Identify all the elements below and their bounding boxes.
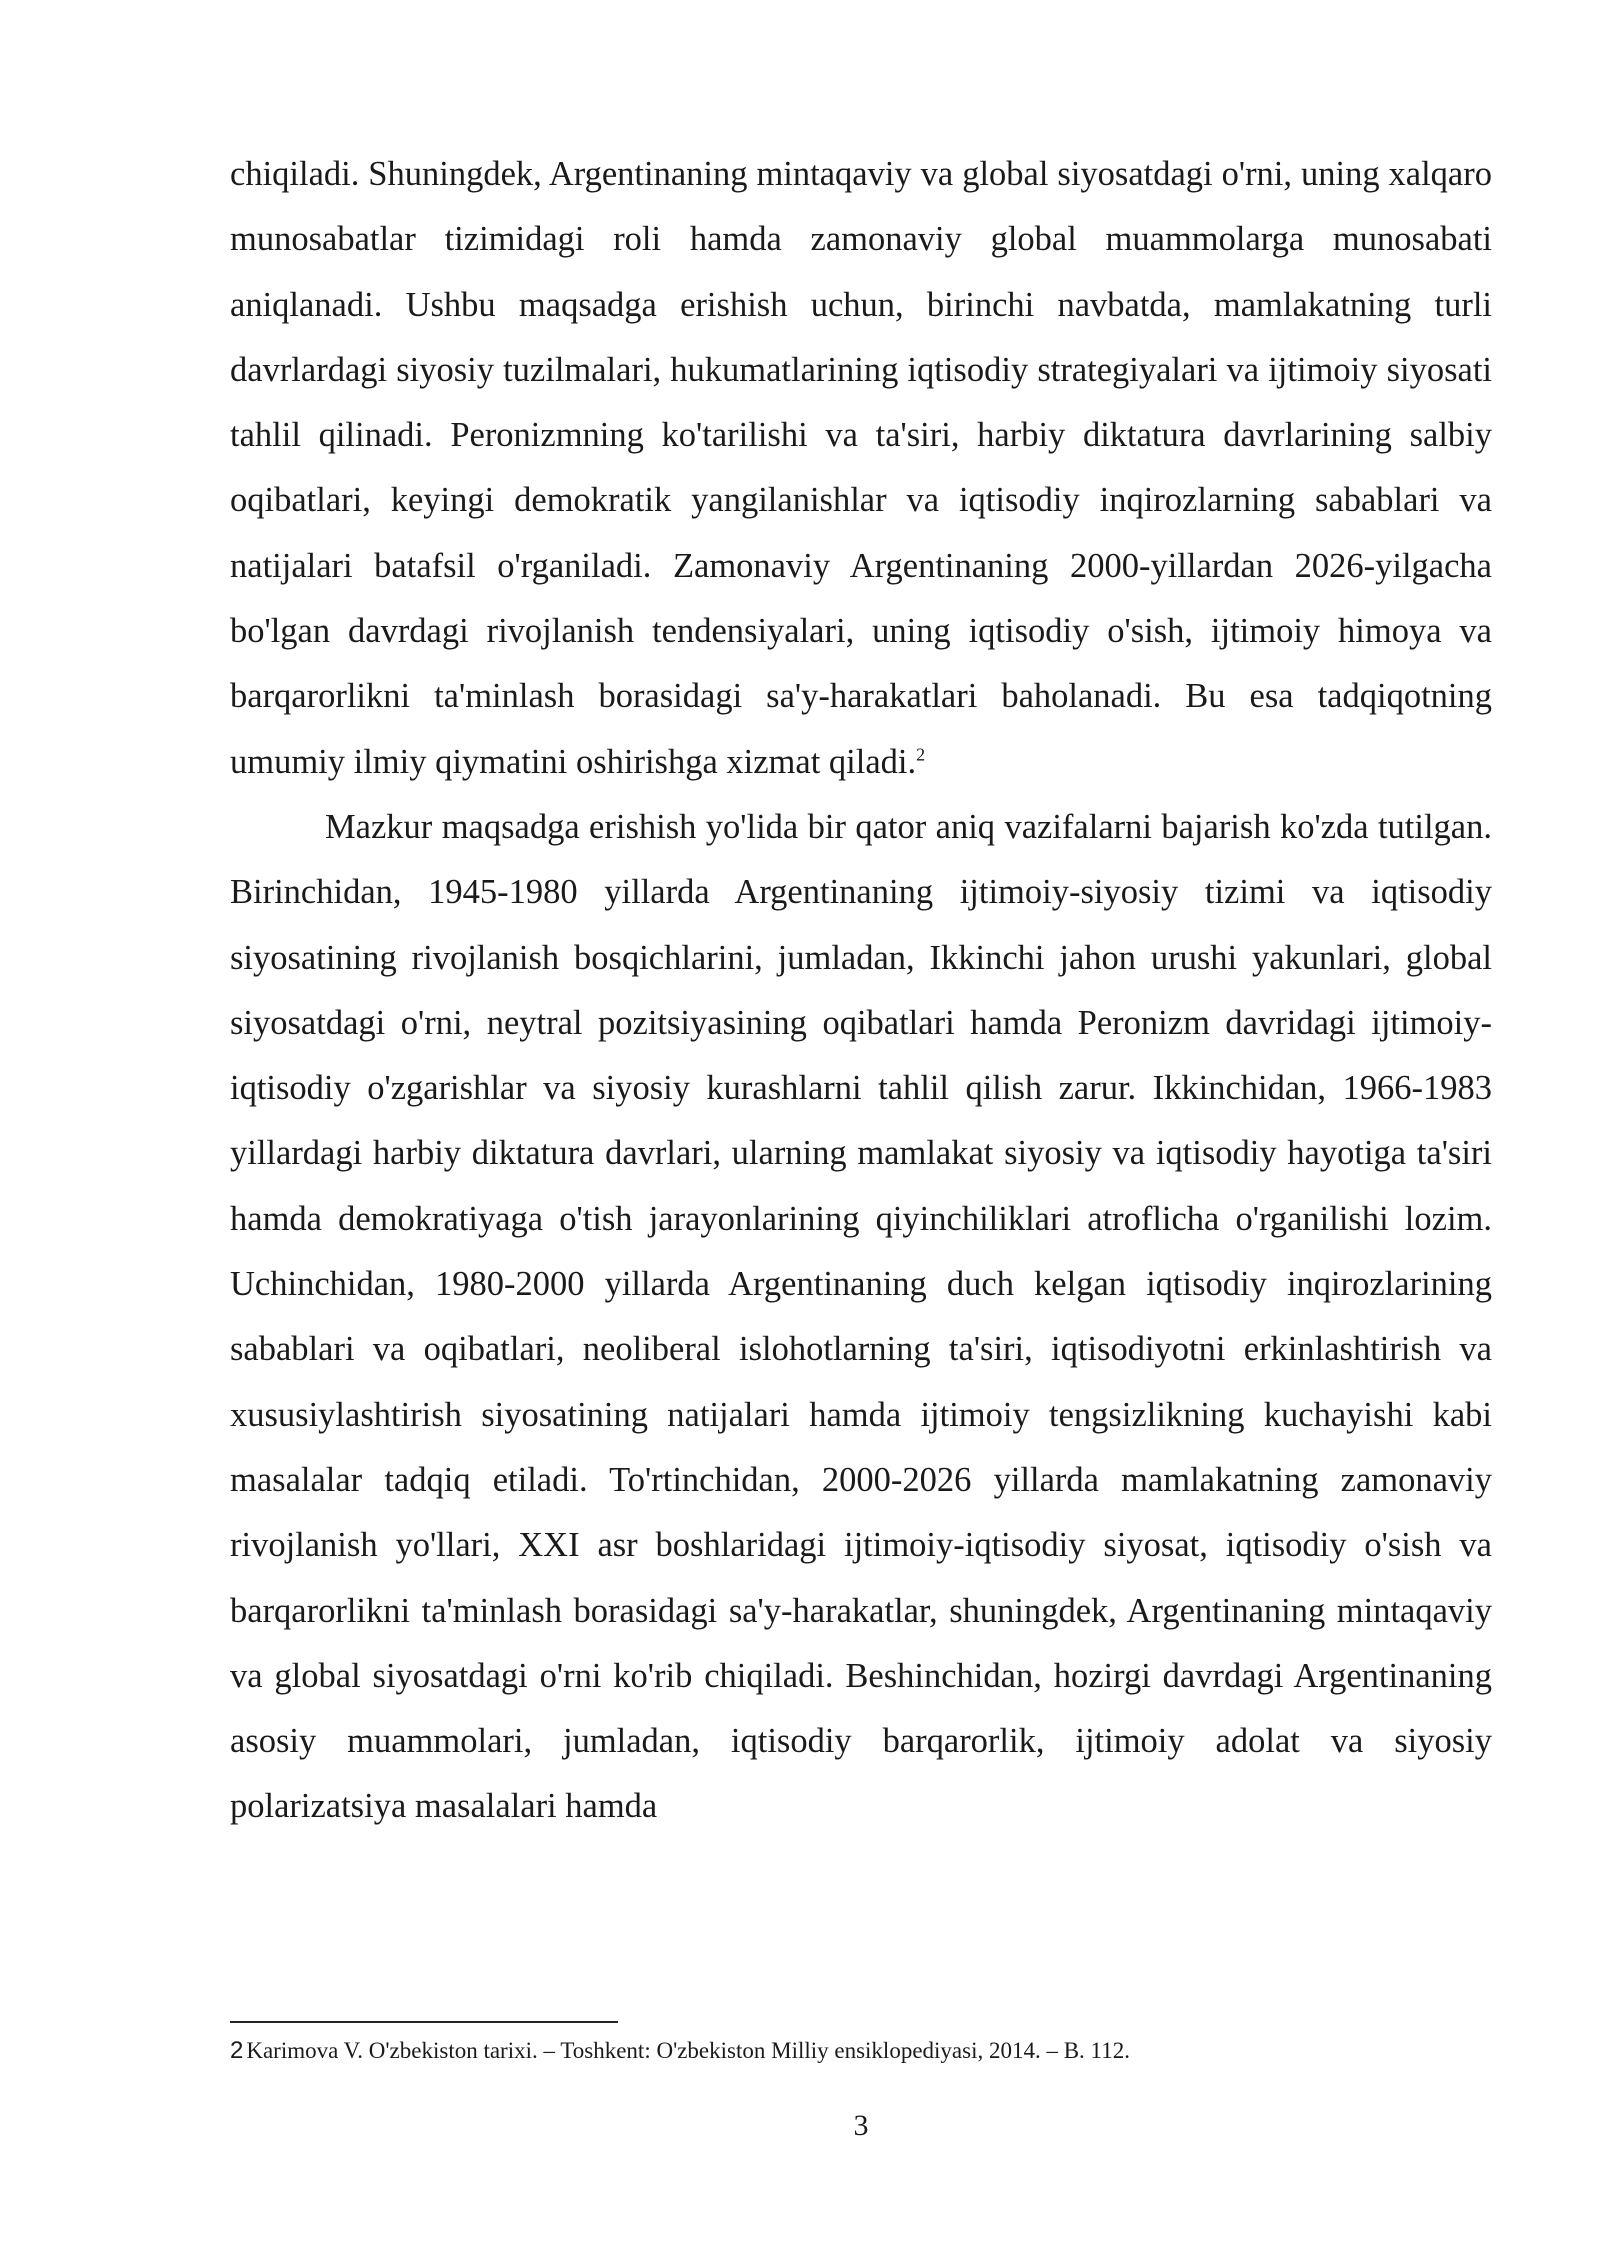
footnote-number: 2 <box>230 2037 244 2064</box>
paragraph-text: Mazkur maqsadga erishish yo'lida bir qator aniq vazifalarni bajarish ko'zda tutilgan. Birinchidan, 1945-1980 yillarda Argentinaning ijtimoiy-siyosiy tizimi va iqtisodiy siyosatining rivojlanish bosqichlarini, jumladan, Ikkinchi jahon urushi yakunlari, global siyosatdagi o'rni, neytral pozitsiyasining oqibatlari hamda Peronizm davridagi ijtimoiy-iqtisodiy o'zgarishlar va siyosiy kurashlarni tahlil qilish zarur. Ikkinchidan, 1966-1983 yillardagi harbiy diktatura davrlari, ularning mamlakat siyosiy va iqtisodiy hayotiga ta'siri hamda demokratiyaga o'tish jarayonlarining qiyinchiliklari atroflicha o'rganilishi lozim. Uchinchidan, 1980-2000 yillarda Argentinaning duch kelgan iqtisodiy inqirozlarining sabablari va oqibatlari, neoliberal islohotlarning ta'siri, iqtisodiyotni erkinlashtirish va xususiylashtirish siyosatining natijalari hamda ijtimoiy tengsizlikning kuchayishi kabi masalalar tadqiq etiladi. To'rtinchidan, 2000-2026 yillarda mamlakatning zamonaviy rivojlanish yo'llari, XXI asr boshlaridagi ijtimoiy-iqtisodiy siyosat, iqtisodiy o'sish va barqarorlikni ta'minlash borasidagi sa'y-harakatlar, shuningdek, Argentinaning mintaqaviy va global siyosatdagi o'rni ko'rib chiqiladi. Beshinchidan, hozirgi davrdagi Argentinaning asosiy muammolari, jumladan, iqtisodiy barqarorlik, ijtimoiy adolat va siyosiy polarizatsiya masalalari hamda <box>230 807 1492 1826</box>
paragraph-text: chiqiladi. Shuningdek, Argentinaning mintaqaviy va global siyosatdagi o'rni, uning xalqaro munosabatlar tizimidagi roli hamda zamonaviy global muammolarga munosabati aniqlanadi. Ushbu maqsadga erishish uchun, birinchi navbatda, mamlakatning turli davrlardagi siyosiy tuzilmalari, hukumatlarining iqtisodiy strategiyalari va ijtimoiy siyosati tahlil qilinadi. Peronizmning ko'tarilishi va ta'siri, harbiy diktatura davrlarining salbiy oqibatlari, keyingi demokratik yangilanishlar va iqtisodiy inqirozlarning sabablari va natijalari batafsil o'rganiladi. Zamonaviy Argentinaning 2000-yillardan 2026-yilgacha bo'lgan davrdagi rivojlanish tendensiyalari, uning iqtisodiy o'sish, ijtimoiy himoya va barqarorlikni ta'minlash borasidagi sa'y-harakatlari baholanadi. Bu esa tadqiqotning umumiy ilmiy qiymatini oshirishga xizmat qiladi. <box>230 155 1492 781</box>
body-text <box>230 142 1492 1840</box>
page-number: 3 <box>853 2109 869 2142</box>
paragraph <box>230 142 1492 795</box>
footnote-reference[interactable]: 2 <box>916 744 926 765</box>
footnote-separator <box>230 2021 618 2023</box>
footnote-text: Karimova V. O'zbekiston tarixi. – Toshkent: O'zbekiston Milliy ensiklopediyasi, 2014. – B. 112. <box>246 2038 1130 2063</box>
footnote <box>230 2036 1492 2066</box>
paragraph <box>230 795 1492 1840</box>
